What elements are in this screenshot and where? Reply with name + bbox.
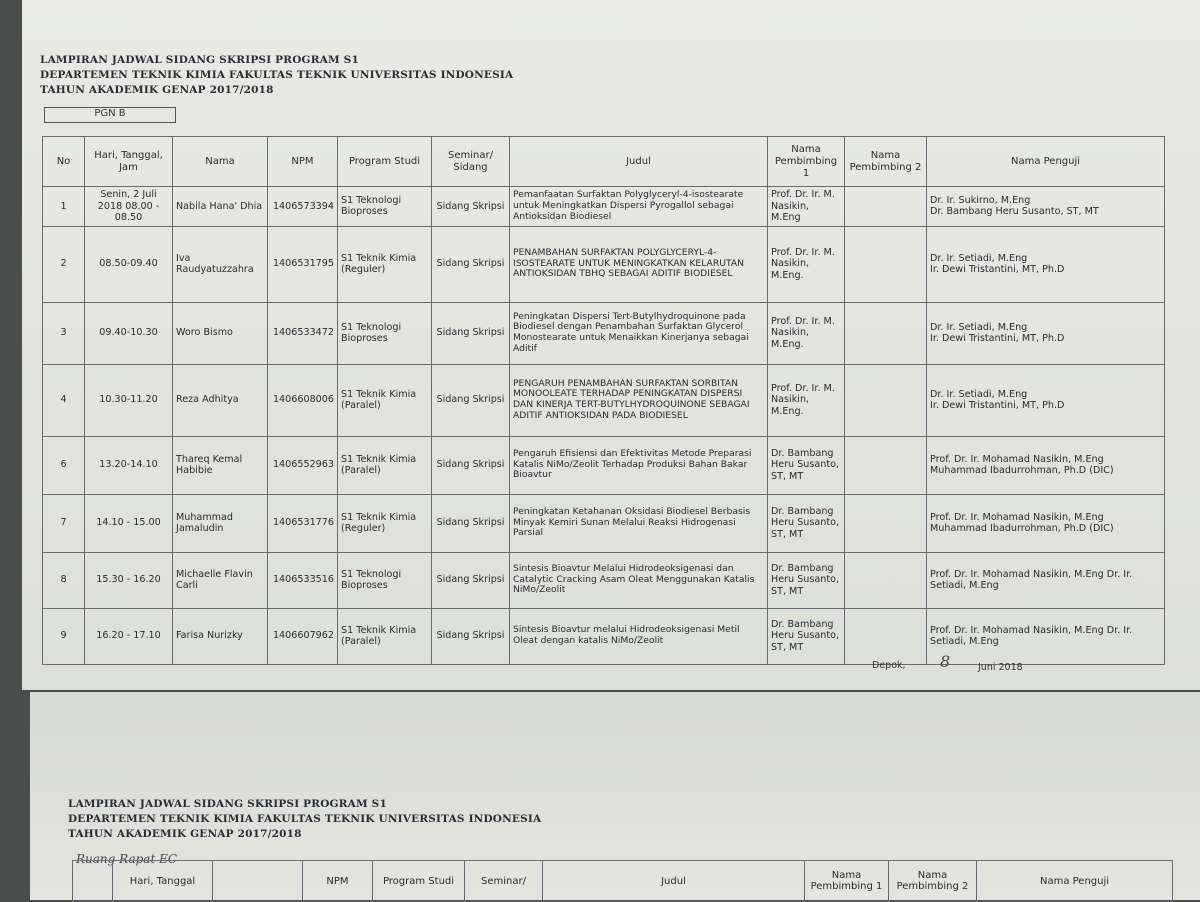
table-row	[43, 226, 1165, 302]
row-penguji: Prof. Dr. Ir. Mohamad Nasikin, M.Eng Muhammad Ibadurrohman, Ph.D (DIC)	[927, 494, 1165, 552]
page2-col-pembimbing-2: Nama Pembimbing 2	[889, 861, 977, 902]
row-jenis: Sidang Skripsi	[432, 364, 510, 436]
row-nama: Nabila Hana' Dhia	[173, 187, 268, 227]
row-prodi: S1 Teknologi Bioproses	[338, 302, 432, 364]
row-penguji: Prof. Dr. Ir. Mohamad Nasikin, M.Eng Dr. Ir. Setiadi, M.Eng	[927, 552, 1165, 608]
footer-place: Depok,	[872, 660, 906, 671]
page2-col-judul: Judul	[543, 861, 805, 902]
footer-day-handwritten: 8	[940, 652, 951, 671]
row-jenis: Sidang Skripsi	[432, 552, 510, 608]
table-row	[43, 302, 1165, 364]
row-waktu: 15.30 - 16.20	[85, 552, 173, 608]
row-pembimbing-2	[845, 364, 927, 436]
row-pembimbing-2	[845, 494, 927, 552]
row-pembimbing-1: Dr. Bambang Heru Susanto, ST, MT	[768, 494, 845, 552]
header-line-2: DEPARTEMEN TEKNIK KIMIA FAKULTAS TEKNIK UNIVERSITAS INDONESIA	[40, 69, 514, 81]
row-jenis: Sidang Skripsi	[432, 187, 510, 227]
table-header-row	[43, 137, 1165, 187]
row-no: 1	[43, 187, 85, 227]
row-prodi: S1 Teknik Kimia (Paralel)	[338, 364, 432, 436]
row-jenis: Sidang Skripsi	[432, 494, 510, 552]
row-penguji: Dr. Ir. Sukirno, M.Eng Dr. Bambang Heru Susanto, ST, MT	[927, 187, 1165, 227]
row-prodi: S1 Teknologi Bioproses	[338, 552, 432, 608]
row-no: 8	[43, 552, 85, 608]
row-penguji: Dr. Ir. Setiadi, M.Eng Ir. Dewi Tristantini, MT, Ph.D	[927, 226, 1165, 302]
row-nama: Muhammad Jamaludin	[173, 494, 268, 552]
row-npm: 1406533516	[268, 552, 338, 608]
row-no: 2	[43, 226, 85, 302]
footer-month-year: Juni 2018	[978, 662, 1023, 673]
header-line-3: TAHUN AKADEMIK GENAP 2017/2018	[40, 84, 274, 96]
row-prodi: S1 Teknik Kimia (Paralel)	[338, 436, 432, 494]
row-judul: Pemanfaatan Surfaktan Polyglyceryl-4-isostearate untuk Meningkatkan Dispersi Pyrogallol sebagai Antioksidan Biodiesel	[510, 187, 768, 227]
table-row	[43, 494, 1165, 552]
row-pembimbing-1: Prof. Dr. Ir. M. Nasikin, M.Eng.	[768, 226, 845, 302]
row-judul: Sintesis Bioavtur melalui Hidrodeoksigenasi Metil Oleat dengan katalis NiMo/Zeolit	[510, 608, 768, 664]
col-header-pembimbing-1: Nama Pembimbing 1	[768, 137, 845, 187]
row-npm: 1406531776	[268, 494, 338, 552]
row-npm: 1406533472	[268, 302, 338, 364]
col-header-no: No	[43, 137, 85, 187]
page2-col-prodi: Program Studi	[373, 861, 465, 902]
row-pembimbing-2	[845, 436, 927, 494]
row-waktu: 14.10 - 15.00	[85, 494, 173, 552]
row-nama: Woro Bismo	[173, 302, 268, 364]
page2-col-hari: Hari, Tanggal	[113, 861, 213, 902]
page2-header-line-1: LAMPIRAN JADWAL SIDANG SKRIPSI PROGRAM S1	[68, 798, 387, 810]
row-nama: Iva Raudyatuzzahra	[173, 226, 268, 302]
room-tag: PGN B	[44, 107, 176, 123]
row-pembimbing-1: Dr. Bambang Heru Susanto, ST, MT	[768, 608, 845, 664]
row-npm: 1406573394	[268, 187, 338, 227]
row-judul: PENAMBAHAN SURFAKTAN POLYGLYCERYL-4-ISOSTEARATE UNTUK MENINGKATKAN KELARUTAN ANTIOKSIDAN TBHQ SEBAGAI ADITIF BIODIESEL	[510, 226, 768, 302]
row-npm: 1406607962	[268, 608, 338, 664]
row-judul: PENGARUH PENAMBAHAN SURFAKTAN SORBITAN MONOOLEATE TERHADAP PENINGKATAN DISPERSI DAN KINERJA TERT-BUTYLHYDROQUINONE SEBAGAI ADITIF ANTIOKSIDAN PADA BIODIESEL	[510, 364, 768, 436]
row-jenis: Sidang Skripsi	[432, 436, 510, 494]
row-waktu: 09.40-10.30	[85, 302, 173, 364]
col-header-penguji: Nama Penguji	[927, 137, 1165, 187]
row-waktu: 08.50-09.40	[85, 226, 173, 302]
table-row	[43, 187, 1165, 227]
row-prodi: S1 Teknologi Bioproses	[338, 187, 432, 227]
row-nama: Reza Adhitya	[173, 364, 268, 436]
header-line-1: LAMPIRAN JADWAL SIDANG SKRIPSI PROGRAM S1	[40, 54, 359, 66]
row-waktu: 13.20-14.10	[85, 436, 173, 494]
row-prodi: S1 Teknik Kimia (Reguler)	[338, 494, 432, 552]
row-no: 6	[43, 436, 85, 494]
col-header-npm: NPM	[268, 137, 338, 187]
row-pembimbing-2	[845, 608, 927, 664]
table-row	[43, 608, 1165, 664]
row-waktu: 16.20 - 17.10	[85, 608, 173, 664]
row-prodi: S1 Teknik Kimia (Reguler)	[338, 226, 432, 302]
page2-header-line-2: DEPARTEMEN TEKNIK KIMIA FAKULTAS TEKNIK UNIVERSITAS INDONESIA	[68, 813, 542, 825]
row-waktu: 10.30-11.20	[85, 364, 173, 436]
page2-col-npm: NPM	[303, 861, 373, 902]
col-header-judul: Judul	[510, 137, 768, 187]
row-waktu: Senin, 2 Juli 2018 08.00 - 08.50	[85, 187, 173, 227]
row-pembimbing-2	[845, 302, 927, 364]
schedule-table	[42, 136, 1165, 665]
row-penguji: Prof. Dr. Ir. Mohamad Nasikin, M.Eng Dr. Ir. Setiadi, M.Eng	[927, 608, 1165, 664]
row-pembimbing-1: Dr. Bambang Heru Susanto, ST, MT	[768, 552, 845, 608]
row-pembimbing-2	[845, 226, 927, 302]
row-pembimbing-1: Dr. Bambang Heru Susanto, ST, MT	[768, 436, 845, 494]
table-row	[43, 436, 1165, 494]
row-nama: Michaelle Flavin Carli	[173, 552, 268, 608]
row-pembimbing-1: Prof. Dr. Ir. M. Nasikin, M.Eng	[768, 187, 845, 227]
col-header-pembimbing-2: Nama Pembimbing 2	[845, 137, 927, 187]
row-judul: Sintesis Bioavtur Melalui Hidrodeoksigenasi dan Catalytic Cracking Asam Oleat Menggunakan Katalis NiMo/Zeolit	[510, 552, 768, 608]
row-pembimbing-2	[845, 187, 927, 227]
row-jenis: Sidang Skripsi	[432, 226, 510, 302]
row-pembimbing-2	[845, 552, 927, 608]
page2-col-pembimbing-1: Nama Pembimbing 1	[805, 861, 889, 902]
row-npm: 1406552963	[268, 436, 338, 494]
row-jenis: Sidang Skripsi	[432, 608, 510, 664]
row-no: 9	[43, 608, 85, 664]
row-npm: 1406531795	[268, 226, 338, 302]
col-header-jenis: Seminar/ Sidang	[432, 137, 510, 187]
row-no: 7	[43, 494, 85, 552]
row-no: 3	[43, 302, 85, 364]
page2-col-seminar: Seminar/	[465, 861, 543, 902]
row-jenis: Sidang Skripsi	[432, 302, 510, 364]
col-header-nama: Nama	[173, 137, 268, 187]
page2-header-line-3: TAHUN AKADEMIK GENAP 2017/2018	[68, 828, 302, 840]
row-judul: Peningkatan Dispersi Tert-Butylhydroquinone pada Biodiesel dengan Penambahan Surfaktan Glycerol Monostearate untuk Menaikkan Kinerjanya sebagai Aditif	[510, 302, 768, 364]
row-prodi: S1 Teknik Kimia (Paralel)	[338, 608, 432, 664]
table-row	[43, 552, 1165, 608]
col-header-waktu: Hari, Tanggal, Jam	[85, 137, 173, 187]
row-no: 4	[43, 364, 85, 436]
page2-room-handwritten: Ruang Rapat EC	[76, 852, 178, 866]
col-header-prodi: Program Studi	[338, 137, 432, 187]
page2-table-header	[72, 860, 1173, 902]
row-penguji: Prof. Dr. Ir. Mohamad Nasikin, M.Eng Muhammad Ibadurrohman, Ph.D (DIC)	[927, 436, 1165, 494]
row-nama: Farisa Nurizky	[173, 608, 268, 664]
row-judul: Peningkatan Ketahanan Oksidasi Biodiesel Berbasis Minyak Kemiri Sunan Melalui Reaksi Hidrogenasi Parsial	[510, 494, 768, 552]
row-penguji: Dr. Ir. Setiadi, M.Eng Ir. Dewi Tristantini, MT, Ph.D	[927, 302, 1165, 364]
row-penguji: Dr. Ir. Setiadi, M.Eng Ir. Dewi Tristantini, MT, Ph.D	[927, 364, 1165, 436]
row-npm: 1406608006	[268, 364, 338, 436]
row-pembimbing-1: Prof. Dr. Ir. M. Nasikin, M.Eng.	[768, 302, 845, 364]
page2-col-penguji: Nama Penguji	[977, 861, 1173, 902]
row-judul: Pengaruh Efisiensi dan Efektivitas Metode Preparasi Katalis NiMo/Zeolit Terhadap Produksi Bahan Bakar Bioavtur	[510, 436, 768, 494]
row-pembimbing-1: Prof. Dr. Ir. M. Nasikin, M.Eng.	[768, 364, 845, 436]
row-nama: Thareq Kemal Habibie	[173, 436, 268, 494]
table-row	[43, 364, 1165, 436]
